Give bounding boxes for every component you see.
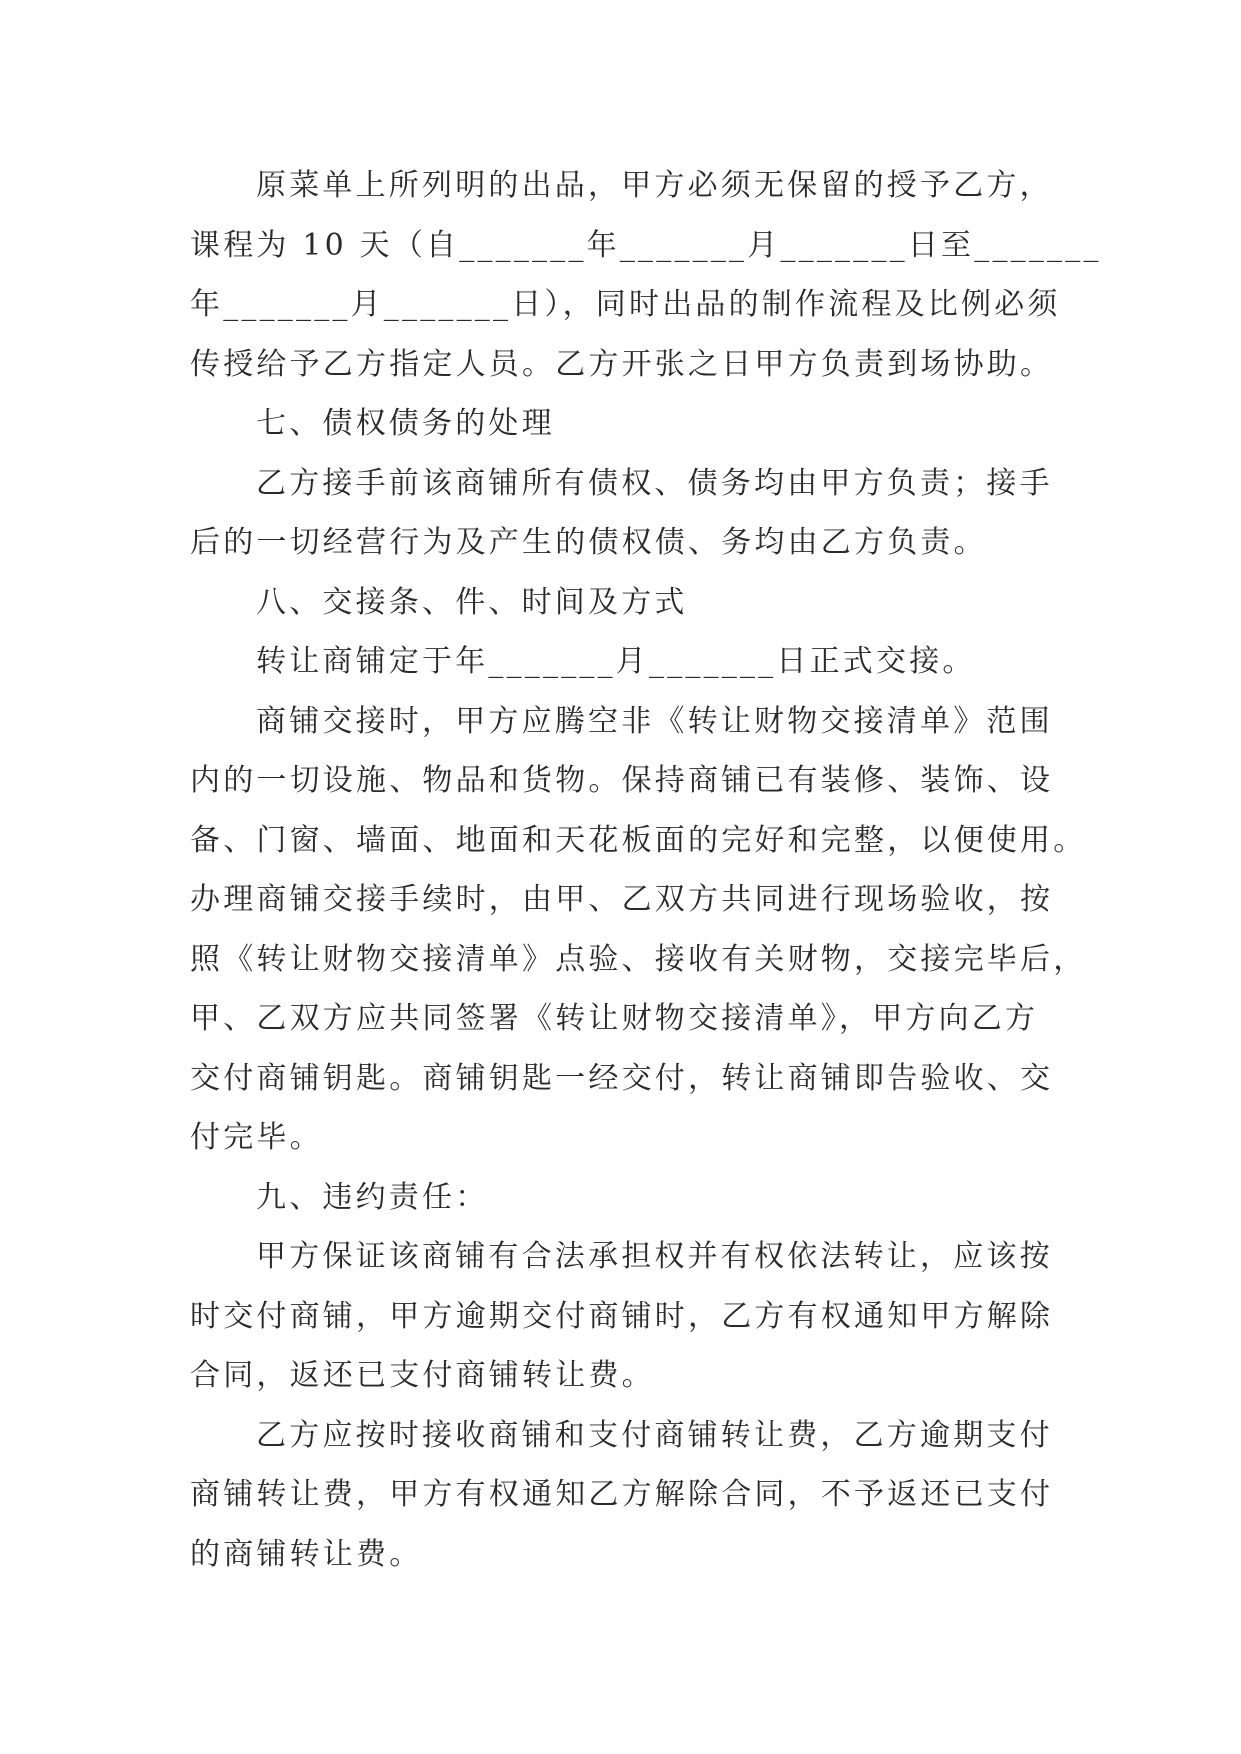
text-line: 甲方保证该商铺有合法承担权并有权依法转让，应该按: [256, 1239, 1053, 1274]
text-line: 课程为 10 天（自_______年_______月_______日至_______: [190, 227, 1102, 263]
text-line: 办理商铺交接手续时，由甲、乙双方共同进行现场验收，按: [190, 882, 1054, 917]
text-line: 照《转让财物交接清单》点验、接收有关财物，交接完毕后，: [190, 941, 1087, 977]
text-line: 乙方应按时接收商铺和支付商铺转让费，乙方逾期支付: [256, 1417, 1053, 1453]
text-line: 转让商铺定于年_______月_______日正式交接。: [256, 644, 976, 679]
text-line: 乙方接手前该商铺所有债权、债务均由甲方负责；接手: [256, 465, 1053, 501]
text-line: 的商铺转让费。: [190, 1536, 423, 1572]
text-line: 年_______月_______日），同时出品的制作流程及比例必须: [190, 287, 1061, 322]
section-heading: 七、债权债务的处理: [256, 406, 555, 441]
text-line: 后的一切经营行为及产生的债权债、务均由乙方负责。: [190, 525, 987, 560]
text-line: 传授给予乙方指定人员。乙方开张之日甲方负责到场协助。: [190, 346, 1054, 382]
text-line: 商铺交接时，甲方应腾空非《转让财物交接清单》范围: [256, 703, 1053, 739]
text-line: 付完毕。: [190, 1120, 323, 1155]
text-line: 商铺转让费，甲方有权通知乙方解除合同，不予返还已支付: [190, 1477, 1054, 1512]
text-line: 内的一切设施、物品和货物。保持商铺已有装修、装饰、设: [190, 763, 1054, 798]
text-line: 合同，返还已支付商铺转让费。: [190, 1358, 655, 1393]
text-line: 时交付商铺，甲方逾期交付商铺时，乙方有权通知甲方解除: [190, 1298, 1054, 1334]
text-line: 交付商铺钥匙。商铺钥匙一经交付，转让商铺即告验收、交: [190, 1060, 1054, 1096]
section-heading: 八、交接条、件、时间及方式: [256, 584, 688, 620]
text-line: 原菜单上所列明的出品，甲方必须无保留的授予乙方，: [256, 168, 1053, 203]
text-line: 备、门窗、墙面、地面和天花板面的完好和完整，以便使用。: [190, 822, 1087, 858]
text-line: 甲、乙双方应共同签署《转让财物交接清单》，甲方向乙方: [190, 1001, 1039, 1036]
document-body: [190, 156, 1102, 1584]
section-heading: 九、违约责任：: [256, 1179, 489, 1215]
